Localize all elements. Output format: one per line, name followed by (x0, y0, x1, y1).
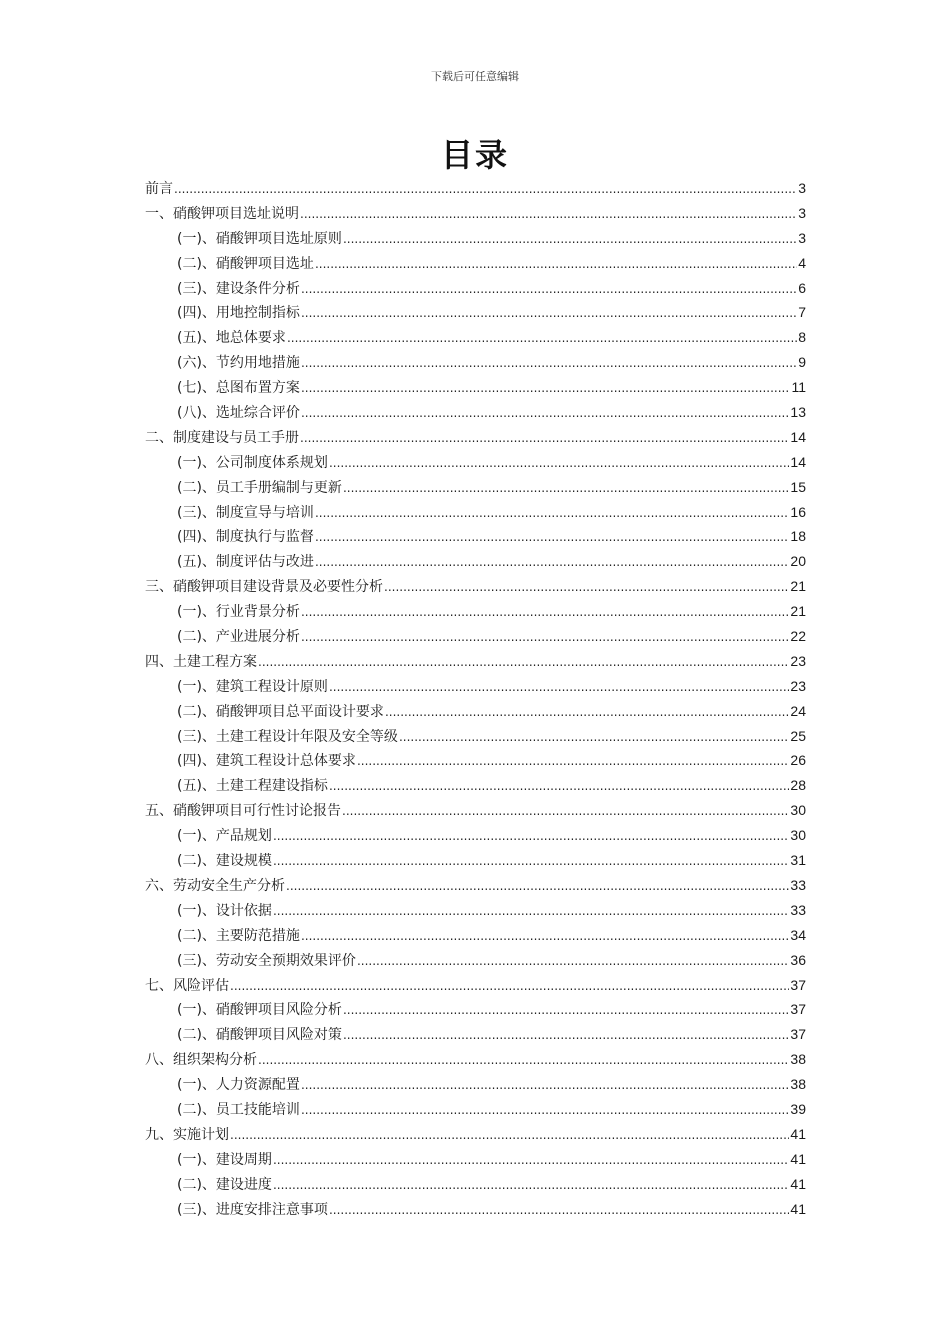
toc-entry-page-number: 9 (798, 354, 806, 371)
toc-entry[interactable] (145, 1197, 806, 1222)
toc-entry-page-number: 20 (790, 553, 806, 570)
toc-entry[interactable] (145, 524, 806, 549)
toc-entry-page-number: 38 (790, 1076, 806, 1093)
toc-entry-page-number: 23 (790, 677, 806, 694)
toc-entry-label: 五、硝酸钾项目可行性讨论报告 (145, 803, 341, 820)
toc-entry[interactable] (145, 773, 806, 798)
toc-entry-page-number: 14 (790, 453, 806, 470)
toc-entry[interactable] (145, 1097, 806, 1122)
toc-leader-dots (357, 949, 789, 974)
toc-entry-page-number: 3 (798, 180, 806, 196)
toc-entry-label: 一、硝酸钾项目选址说明 (145, 205, 299, 222)
toc-entry-label: (二)、硝酸钾项目总平面设计要求 (177, 703, 384, 720)
toc-leader-dots (343, 476, 789, 501)
toc-entry-label: (一)、产品规划 (177, 828, 272, 845)
toc-entry-page-number: 33 (790, 876, 806, 893)
toc-entry[interactable] (145, 400, 806, 425)
toc-entry[interactable] (145, 624, 806, 649)
toc-entry[interactable] (145, 251, 806, 276)
toc-entry-label: (二)、硝酸钾项目选址 (177, 255, 314, 272)
toc-entry-label: (二)、员工技能培训 (177, 1101, 300, 1118)
toc-entry[interactable] (145, 300, 806, 325)
toc-leader-dots (301, 351, 797, 376)
toc-entry-page-number: 6 (798, 279, 806, 296)
toc-entry-label: (五)、土建工程建设指标 (177, 778, 328, 795)
toc-entry[interactable] (145, 475, 806, 500)
toc-leader-dots (273, 1173, 789, 1198)
toc-entry-label: (七)、总图布置方案 (177, 380, 300, 397)
toc-entry-page-number: 38 (790, 1051, 806, 1068)
toc-leader-dots (301, 301, 797, 326)
toc-entry-page-number: 25 (790, 727, 806, 744)
toc-entry[interactable] (145, 848, 806, 873)
toc-entry[interactable] (145, 997, 806, 1022)
toc-leader-dots (315, 550, 789, 575)
toc-entry[interactable] (145, 649, 806, 674)
toc-entry-label: (一)、建设周期 (177, 1151, 272, 1168)
toc-entry-page-number: 3 (798, 204, 806, 221)
toc-leader-dots (315, 525, 789, 550)
toc-leader-dots (273, 899, 789, 924)
toc-leader-dots (357, 749, 789, 774)
toc-leader-dots (286, 874, 789, 899)
toc-leader-dots (258, 650, 789, 675)
toc-leader-dots (273, 849, 789, 874)
toc-leader-dots (301, 277, 797, 302)
toc-entry[interactable] (145, 748, 806, 773)
toc-entry-label: (一)、行业背景分析 (177, 604, 300, 621)
toc-entry-page-number: 13 (790, 404, 806, 421)
toc-leader-dots (343, 998, 789, 1023)
toc-entry[interactable] (145, 1072, 806, 1097)
toc-entry-page-number: 21 (790, 578, 806, 595)
toc-entry-page-number: 41 (790, 1125, 806, 1142)
toc-entry-label: (一)、硝酸钾项目风险分析 (177, 1002, 342, 1019)
toc-entry[interactable] (145, 176, 806, 201)
toc-entry-page-number: 15 (790, 478, 806, 495)
toc-entry-label: 三、硝酸钾项目建设背景及必要性分析 (145, 579, 383, 596)
toc-entry-label: (四)、建筑工程设计总体要求 (177, 753, 356, 770)
toc-entry-label: (三)、建设条件分析 (177, 280, 300, 297)
toc-leader-dots (301, 600, 789, 625)
toc-entry[interactable] (145, 325, 806, 350)
toc-entry-page-number: 18 (790, 528, 806, 545)
toc-leader-dots (329, 1198, 789, 1223)
toc-leader-dots (287, 326, 797, 351)
toc-entry[interactable] (145, 898, 806, 923)
toc-leader-dots (329, 774, 789, 799)
toc-entry[interactable] (145, 425, 806, 450)
toc-entry-label: (二)、硝酸钾项目风险对策 (177, 1027, 342, 1044)
toc-leader-dots (301, 1098, 789, 1123)
toc-entry[interactable] (145, 201, 806, 226)
toc-entry-label: (一)、建筑工程设计原则 (177, 678, 328, 695)
toc-entry-page-number: 7 (798, 304, 806, 321)
toc-entry-page-number: 30 (790, 827, 806, 844)
toc-entry-label: (六)、节约用地措施 (177, 355, 300, 372)
toc-entry[interactable] (145, 674, 806, 699)
toc-leader-dots (301, 376, 791, 401)
toc-entry-page-number: 41 (790, 1175, 806, 1192)
toc-entry[interactable] (145, 549, 806, 574)
toc-leader-dots (329, 451, 789, 476)
toc-entry[interactable] (145, 500, 806, 525)
toc-entry[interactable] (145, 823, 806, 848)
toc-leader-dots (399, 725, 789, 750)
toc-entry[interactable] (145, 1047, 806, 1072)
toc-entry-label: 前言 (145, 181, 173, 197)
toc-entry-page-number: 39 (790, 1100, 806, 1117)
toc-entry-page-number: 23 (790, 652, 806, 669)
toc-entry[interactable] (145, 574, 806, 599)
toc-leader-dots (329, 675, 789, 700)
toc-entry-label: 四、土建工程方案 (145, 653, 257, 670)
toc-entry-page-number: 30 (790, 802, 806, 819)
toc-leader-dots (342, 799, 789, 824)
toc-leader-dots (174, 177, 797, 202)
toc-entry-label: 六、劳动安全生产分析 (145, 877, 285, 894)
toc-entry-label: (三)、制度宣导与培训 (177, 504, 314, 521)
toc-leader-dots (343, 1023, 789, 1048)
toc-entry[interactable] (145, 450, 806, 475)
toc-entry-label: (四)、用地控制指标 (177, 305, 300, 322)
page-header-note: 下载后可任意编辑 (431, 70, 519, 83)
toc-entry-page-number: 41 (790, 1150, 806, 1167)
toc-entry-page-number: 3 (798, 229, 806, 246)
toc-entry-label: (一)、人力资源配置 (177, 1077, 300, 1094)
toc-entry-page-number: 36 (790, 951, 806, 968)
toc-entry-label: (八)、选址综合评价 (177, 405, 300, 422)
toc-entry[interactable] (145, 948, 806, 973)
toc-leader-dots (301, 1073, 789, 1098)
toc-entry[interactable] (145, 699, 806, 724)
toc-entry-label: (二)、建设进度 (177, 1176, 272, 1193)
toc-entry[interactable] (145, 1022, 806, 1047)
toc-leader-dots (301, 625, 789, 650)
toc-leader-dots (315, 252, 797, 277)
toc-entry-page-number: 21 (790, 603, 806, 620)
toc-entry[interactable] (145, 1122, 806, 1147)
toc-entry-page-number: 11 (791, 379, 806, 396)
toc-entry[interactable] (145, 1147, 806, 1172)
toc-entry-label: (二)、员工手册编制与更新 (177, 479, 342, 496)
toc-entry[interactable] (145, 276, 806, 301)
toc-entry[interactable] (145, 923, 806, 948)
toc-entry-page-number: 16 (790, 503, 806, 520)
toc-entry-page-number: 22 (790, 628, 806, 645)
toc-entry-label: 二、制度建设与员工手册 (145, 429, 299, 446)
toc-entry-page-number: 33 (790, 901, 806, 918)
toc-leader-dots (273, 824, 789, 849)
toc-entry-page-number: 24 (790, 702, 806, 719)
toc-entry[interactable] (145, 798, 806, 823)
toc-leader-dots (300, 202, 797, 227)
toc-leader-dots (230, 974, 789, 999)
toc-entry[interactable] (145, 973, 806, 998)
table-of-contents (145, 176, 806, 1221)
toc-entry-label: 九、实施计划 (145, 1126, 229, 1143)
toc-leader-dots (385, 700, 789, 725)
toc-entry-page-number: 31 (790, 852, 806, 869)
toc-entry-page-number: 28 (790, 777, 806, 794)
toc-leader-dots (343, 227, 797, 252)
toc-entry-label: (一)、硝酸钾项目选址原则 (177, 230, 342, 247)
toc-entry-page-number: 34 (790, 926, 806, 943)
toc-entry-label: (五)、制度评估与改进 (177, 554, 314, 571)
toc-entry[interactable] (145, 375, 806, 400)
toc-entry-label: (一)、公司制度体系规划 (177, 454, 328, 471)
toc-entry-page-number: 4 (798, 254, 806, 271)
toc-entry-page-number: 41 (790, 1200, 806, 1217)
toc-entry-label: (二)、主要防范措施 (177, 927, 300, 944)
toc-entry-page-number: 14 (790, 428, 806, 445)
toc-leader-dots (301, 401, 789, 426)
toc-entry-page-number: 8 (798, 329, 806, 346)
toc-entry-label: (三)、土建工程设计年限及安全等级 (177, 728, 398, 745)
toc-title: 目录 (440, 136, 509, 174)
toc-leader-dots (230, 1123, 789, 1148)
toc-leader-dots (384, 575, 789, 600)
toc-leader-dots (258, 1048, 789, 1073)
toc-entry-label: (二)、建设规模 (177, 853, 272, 870)
toc-entry-page-number: 37 (790, 976, 806, 993)
toc-entry-label: (三)、进度安排注意事项 (177, 1201, 328, 1218)
toc-entry-label: (五)、地总体要求 (177, 330, 286, 347)
toc-leader-dots (301, 924, 789, 949)
toc-entry[interactable] (145, 1172, 806, 1197)
toc-leader-dots (315, 501, 789, 526)
toc-entry-page-number: 26 (790, 752, 806, 769)
toc-entry[interactable] (145, 599, 806, 624)
toc-entry-label: 七、风险评估 (145, 977, 229, 994)
toc-entry[interactable] (145, 350, 806, 375)
toc-leader-dots (273, 1148, 789, 1173)
toc-entry[interactable] (145, 724, 806, 749)
toc-entry-page-number: 37 (790, 1026, 806, 1043)
toc-entry-label: (一)、设计依据 (177, 902, 272, 919)
toc-entry[interactable] (145, 873, 806, 898)
toc-entry-label: (四)、制度执行与监督 (177, 529, 314, 546)
toc-entry[interactable] (145, 226, 806, 251)
toc-entry-label: (二)、产业进展分析 (177, 629, 300, 646)
toc-leader-dots (300, 426, 789, 451)
toc-entry-page-number: 37 (790, 1001, 806, 1018)
toc-entry-label: (三)、劳动安全预期效果评价 (177, 952, 356, 969)
toc-entry-label: 八、组织架构分析 (145, 1052, 257, 1069)
